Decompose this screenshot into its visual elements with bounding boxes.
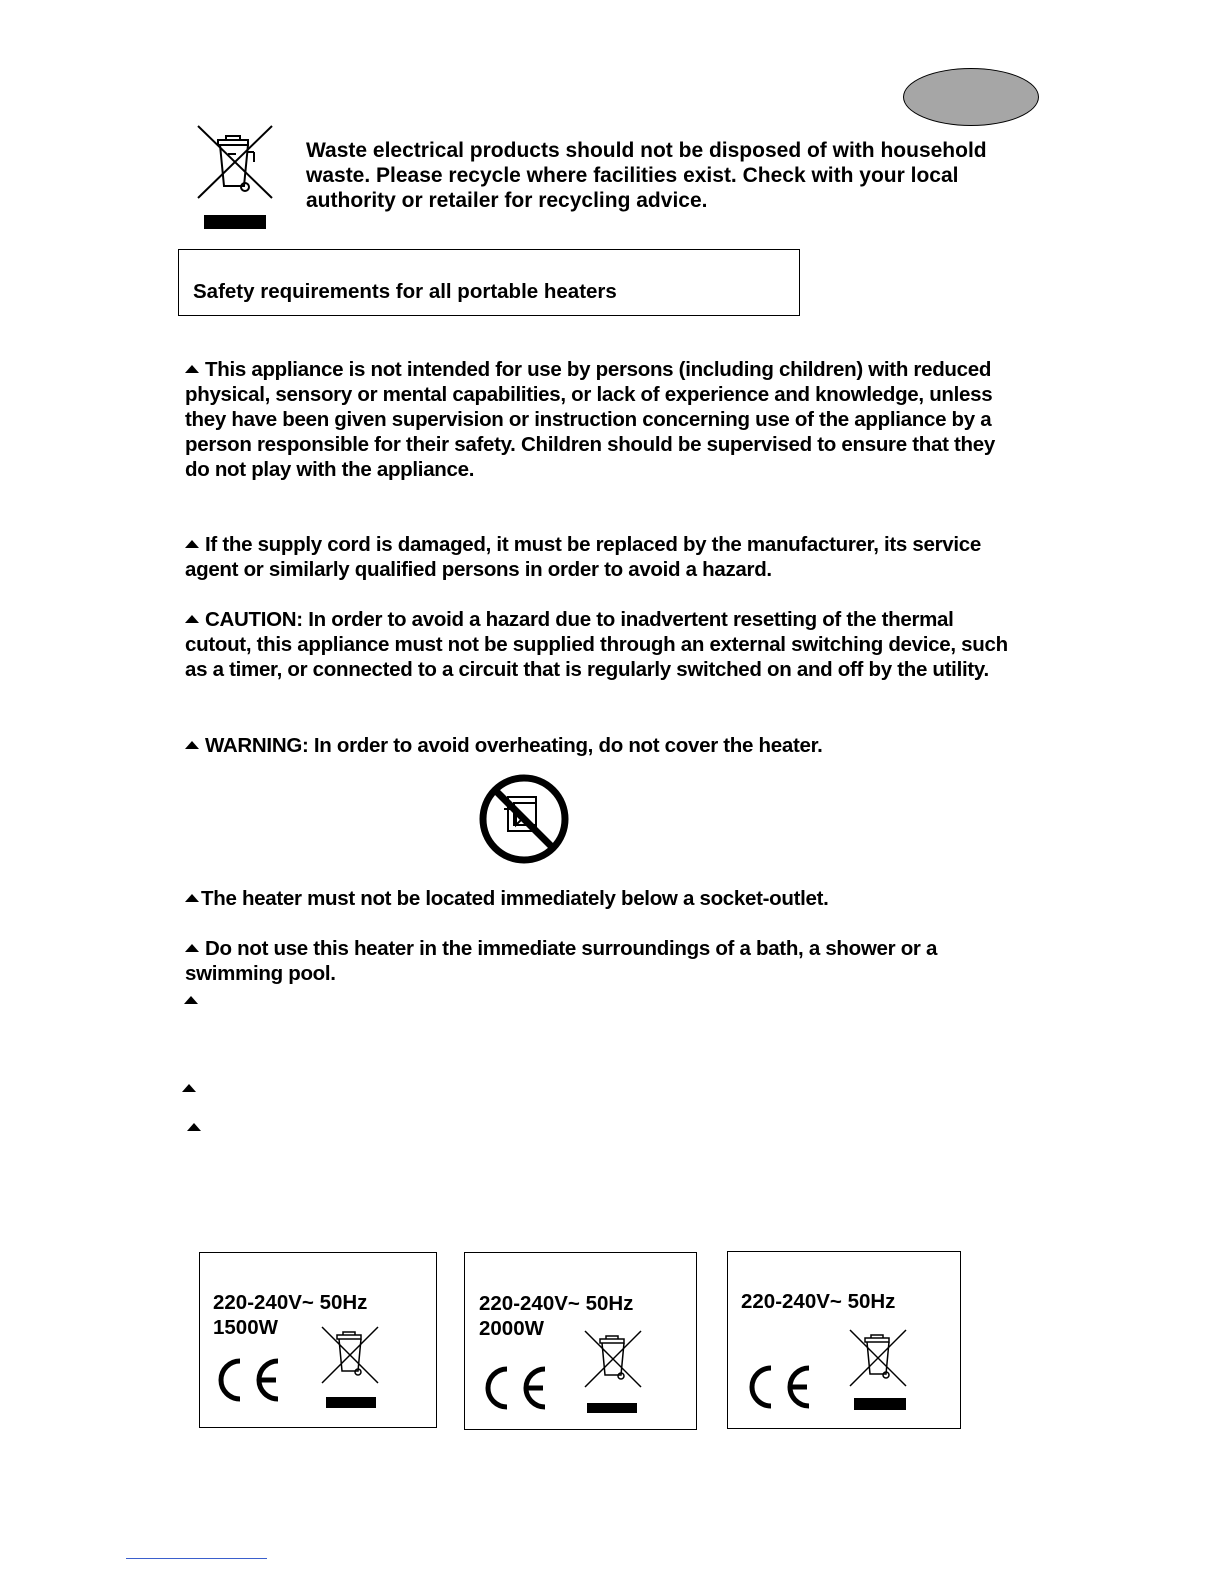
weee-bin-icon (848, 1328, 908, 1412)
label-voltage: 220-240V~ 50Hz (213, 1291, 368, 1314)
label-power: 1500W (213, 1316, 278, 1339)
ce-mark-icon (212, 1355, 282, 1405)
weee-bin-icon (320, 1325, 380, 1409)
rating-label (727, 1251, 961, 1429)
language-badge (903, 68, 1039, 126)
triangle-bullet-icon (184, 996, 198, 1004)
recycling-notice: Waste electrical products should not be disposed of with household waste. Please recycle where facilities exist. Check with your local authority or retailer for recycling advice. (306, 139, 987, 212)
safety-item: This appliance is not intended for use by persons (including children) with reduced physical, sensory or mental capabilities, or lack of experience and knowledge, unless they have been given supervision or instruction concerning use of the appliance by a person responsible for their safety. Children should be supervised to ensure that they do not play with the appliance. (185, 358, 995, 481)
ce-mark-icon (743, 1362, 813, 1412)
safety-title-box (178, 249, 800, 316)
triangle-bullet-icon (185, 615, 199, 623)
triangle-bullet-icon (185, 944, 199, 952)
safety-item: The heater must not be located immediately below a socket-outlet. (185, 886, 1015, 911)
triangle-bullet-icon (185, 894, 199, 902)
safety-title: Safety requirements for all portable heaters (193, 280, 617, 303)
label-voltage: 220-240V~ 50Hz (479, 1292, 634, 1315)
safety-item: CAUTION: In order to avoid a hazard due to inadvertent resetting of the thermal cutout, this appliance must not be supplied through an external switching device, such as a timer, or connected to a circuit that is regularly switched on and off by the utility. (185, 608, 1008, 681)
label-voltage: 220-240V~ 50Hz (741, 1290, 896, 1313)
triangle-bullet-icon (182, 1084, 196, 1092)
footnote-divider (126, 1558, 267, 1559)
safety-item: Do not use this heater in the immediate surroundings of a bath, a shower or a swimming pool. (185, 937, 938, 985)
label-power: 2000W (479, 1317, 544, 1340)
rating-label (199, 1252, 437, 1428)
do-not-cover-icon (478, 773, 570, 865)
triangle-bullet-icon (185, 365, 199, 373)
ce-mark-icon (479, 1363, 549, 1413)
weee-bin-icon (583, 1329, 643, 1413)
safety-item: WARNING: In order to avoid overheating, do not cover the heater. (185, 733, 1015, 758)
weee-bin-icon (196, 124, 274, 230)
safety-item: If the supply cord is damaged, it must be replaced by the manufacturer, its service agent or similarly qualified persons in order to avoid a hazard. (185, 533, 981, 581)
triangle-bullet-icon (185, 741, 199, 749)
triangle-bullet-icon (185, 540, 199, 548)
triangle-bullet-icon (187, 1123, 201, 1131)
rating-label (464, 1252, 697, 1430)
